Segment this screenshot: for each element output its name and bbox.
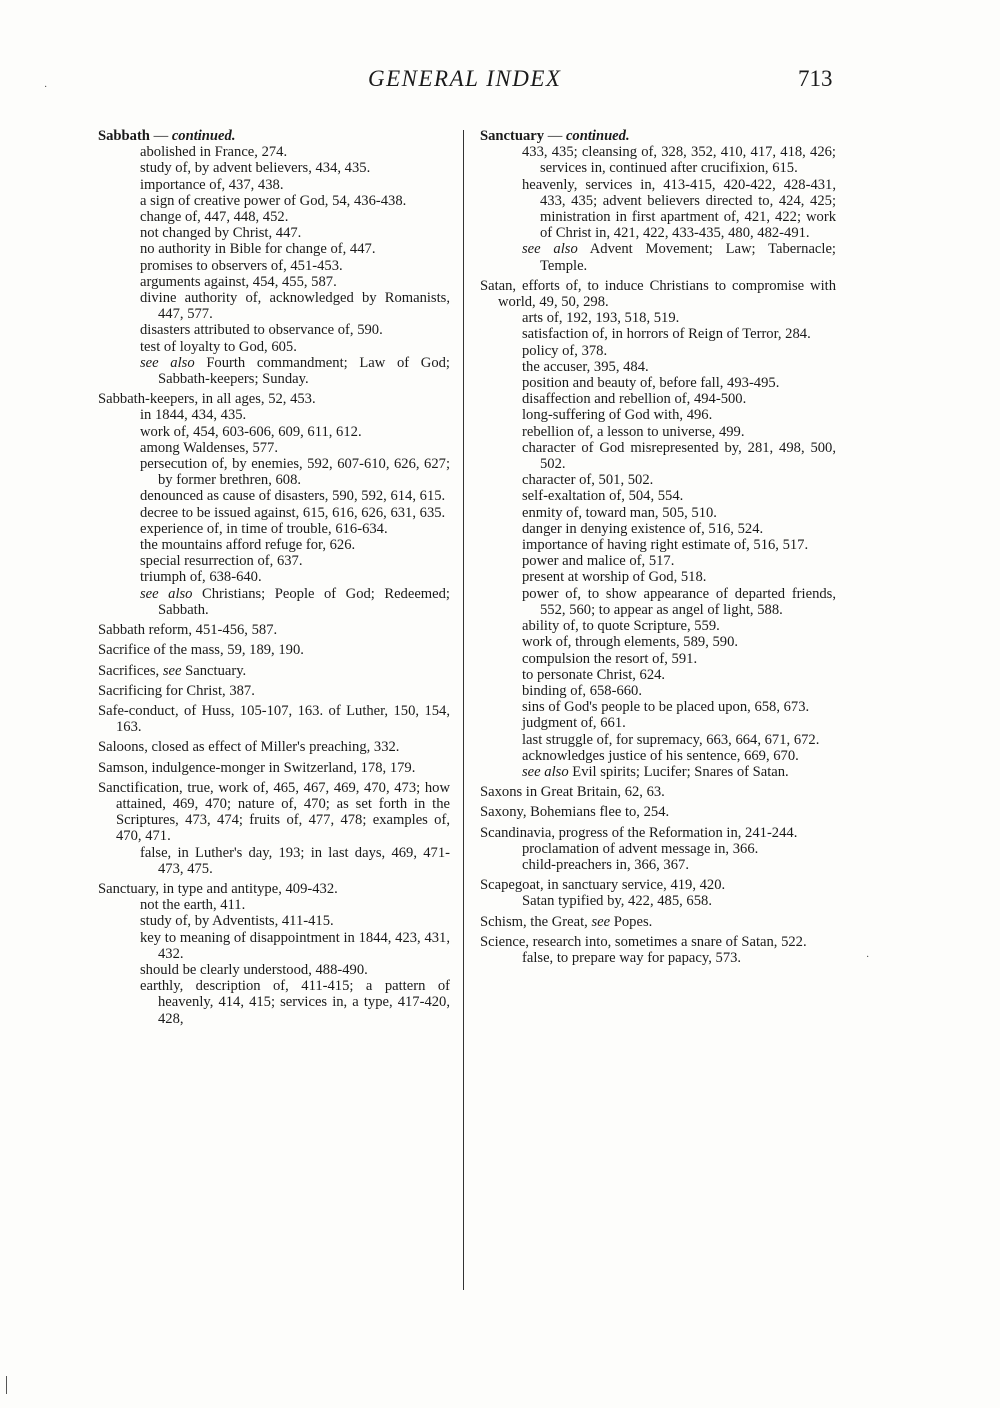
entry-heading: Sabbath — continued. <box>98 128 236 144</box>
see-label: see also <box>140 585 193 602</box>
subentry: compulsion the resort of, 591. <box>522 650 698 667</box>
entry-heading <box>98 683 450 699</box>
entry-continuation: 433, 435; cleansing of, 328, 352, 410, 417, 418, 426; services in, continued after crucifixion, 615. <box>522 144 836 177</box>
see-target: Advent Movement; Law; Tabernacle; Temple. <box>540 241 836 274</box>
index-entry <box>480 825 836 874</box>
margin-speck: · <box>44 82 48 93</box>
index-entry <box>98 128 450 387</box>
subentry: self-exaltation of, 504, 554. <box>522 488 684 505</box>
entry-heading <box>480 825 836 841</box>
entry-heading <box>98 760 450 776</box>
entry-heading <box>98 663 450 679</box>
subentry: character of, 501, 502. <box>522 472 654 489</box>
subentry: study of, by advent believers, 434, 435. <box>140 160 371 177</box>
page-number: 713 <box>798 66 833 91</box>
subentry: last struggle of, for supremacy, 663, 664, 671, 672. <box>522 731 820 748</box>
subentry: present at worship of God, 518. <box>522 569 707 586</box>
subentry: satisfaction of, in horrors of Reign of Terror, 284. <box>522 326 811 343</box>
entry-heading <box>480 877 836 893</box>
index-column-left <box>98 128 450 1031</box>
subentry: arguments against, 454, 455, 587. <box>140 273 337 290</box>
subentry: a sign of creative power of God, 54, 436-438. <box>140 192 407 209</box>
see-also-subentry <box>480 764 836 780</box>
subentry: false, to prepare way for papacy, 573. <box>522 949 742 966</box>
subentry: arts of, 192, 193, 518, 519. <box>522 310 680 327</box>
index-entry <box>98 683 450 699</box>
entry-heading <box>98 642 450 658</box>
see-label: see also <box>140 354 195 371</box>
entry-term: Sanctification, true, work of, 465, 467, 469, 470, 473; how attained, 469, 470; nature of, 470; as set forth in the Scriptures, 473, 474; fruits of, 477, 478; examples of, 470, 471. <box>98 779 450 845</box>
subentry: no authority in Bible for change of, 447. <box>140 241 376 258</box>
entry-term: Scandinavia, progress of the Reformation in, 241-244. <box>480 824 798 841</box>
subentry: among Waldenses, 577. <box>140 439 278 456</box>
subentry: ability of, to quote Scripture, 559. <box>522 618 720 635</box>
subentry: danger in denying existence of, 516, 524. <box>522 520 764 537</box>
subentry: character of God misrepresented by, 281, 498, 500, 502. <box>522 439 836 473</box>
subentry: long-suffering of God with, 496. <box>522 407 713 424</box>
index-entry <box>98 642 450 658</box>
index-entry <box>480 128 836 274</box>
subentry: not changed by Christ, 447. <box>140 225 302 242</box>
entry-heading <box>480 934 836 950</box>
index-entry <box>480 914 836 930</box>
index-column-right <box>480 128 836 970</box>
see-also-subentry <box>98 355 450 387</box>
entry-term: Sanctuary, in type and antitype, 409-432. <box>98 880 338 897</box>
subentry: denounced as cause of disasters, 590, 592, 614, 615. <box>140 488 446 505</box>
entry-heading <box>480 278 836 310</box>
subentry: triumph of, 638-640. <box>140 569 262 586</box>
entry-heading <box>98 391 450 407</box>
subentry: promises to observers of, 451-453. <box>140 257 343 274</box>
index-entry <box>98 739 450 755</box>
entry-term: Saloons, closed as effect of Miller's preaching, 332. <box>98 739 400 756</box>
subentry: false, in Luther's day, 193; in last days, 469, 471-473, 475. <box>140 844 450 877</box>
see-target: Sanctuary. <box>185 662 247 679</box>
subentry: should be clearly understood, 488-490. <box>140 961 368 978</box>
margin-speck: · <box>866 952 870 963</box>
entry-heading <box>480 784 836 800</box>
entry-heading: Sanctuary — continued. <box>480 128 630 144</box>
continued-label: continued. <box>565 128 630 144</box>
see-target: Evil spirits; Lucifer; Snares of Satan. <box>572 763 789 780</box>
entry-term: Saxony, Bohemians flee to, 254. <box>480 804 670 821</box>
entry-term: Sabbath <box>98 128 150 144</box>
see-also-subentry <box>98 586 450 618</box>
see-target: Fourth commandment; Law of God; Sabbath-keepers; Sunday. <box>158 354 450 388</box>
subentry: abolished in France, 274. <box>140 144 288 161</box>
entry-term: Safe-conduct, of Huss, 105-107, 163. of Luther, 150, 154, 163. <box>98 702 450 736</box>
entry-heading <box>98 703 450 735</box>
index-entry <box>98 780 450 877</box>
subentry: disasters attributed to observance of, 590. <box>140 322 383 339</box>
index-entry <box>98 622 450 638</box>
subentry: position and beauty of, before fall, 493-495. <box>522 375 780 392</box>
entry-term: Science, research into, sometimes a snare of Satan, 522. <box>480 933 807 950</box>
see-label: see also <box>522 763 569 780</box>
index-entry <box>480 804 836 820</box>
subentry: importance of having right estimate of, 516, 517. <box>522 537 809 554</box>
subentry: judgment of, 661. <box>522 715 626 732</box>
index-entry <box>98 391 450 618</box>
subentry: heavenly, services in, 413-415, 420-422, 428-431, 433, 435; advent believers directed to, 424, 425; ministration in first apartment of, 421, 422; work of Christ in, 421, 422, 433-435, 480, 482-491. <box>522 176 836 242</box>
subentry: work of, through elements, 589, 590. <box>522 634 739 651</box>
subentry: sins of God's people to be placed upon, 658, 673. <box>522 699 810 716</box>
margin-mark <box>6 1376 7 1394</box>
continued-label: continued. <box>171 128 236 144</box>
subentry: binding of, 658-660. <box>522 682 642 699</box>
index-entry <box>98 881 450 1027</box>
entry-heading <box>480 804 836 820</box>
index-entry <box>480 877 836 909</box>
entry-term: Satan, efforts of, to induce Christians to compromise with world, 49, 50, 298. <box>480 277 836 311</box>
index-entry <box>480 934 836 966</box>
subentry: power of, to show appearance of departed friends, 552, 560; to appear as angel of light, 588. <box>522 585 836 618</box>
entry-term: Saxons in Great Britain, 62, 63. <box>480 784 665 801</box>
entry-term: Sanctuary <box>480 128 545 144</box>
subentry: to personate Christ, 624. <box>522 666 666 683</box>
subentry: study of, by Adventists, 411-415. <box>140 913 334 930</box>
entry-heading <box>98 881 450 897</box>
see-label: see also <box>522 241 578 258</box>
subentry: test of loyalty to God, 605. <box>140 338 297 355</box>
index-entry <box>98 663 450 679</box>
entry-heading <box>98 622 450 638</box>
subentry: proclamation of advent message in, 366. <box>522 840 759 857</box>
subentry: decree to be issued against, 615, 616, 626, 631, 635. <box>140 504 446 521</box>
subentry: special resurrection of, 637. <box>140 553 303 570</box>
subentry: importance of, 437, 438. <box>140 176 284 193</box>
index-entry <box>98 760 450 776</box>
see-also-subentry <box>480 241 836 273</box>
entry-term: Sabbath-keepers, in all ages, 52, 453. <box>98 391 316 408</box>
subentry: the mountains afford refuge for, 626. <box>140 537 356 554</box>
subentry: change of, 447, 448, 452. <box>140 209 289 226</box>
index-entry <box>98 703 450 735</box>
subentry: disaffection and rebellion of, 494-500. <box>522 391 747 408</box>
entry-term: Sacrifices, <box>98 662 160 679</box>
entry-heading <box>480 914 836 930</box>
subentry: power and malice of, 517. <box>522 553 675 570</box>
entry-heading <box>98 739 450 755</box>
subentry: rebellion of, a lesson to universe, 499. <box>522 423 745 440</box>
entry-term: Scapegoat, in sanctuary service, 419, 420. <box>480 877 726 894</box>
entry-term: Schism, the Great, <box>480 913 588 930</box>
subentry: not the earth, 411. <box>140 897 246 914</box>
see-label: see <box>162 662 182 679</box>
subentry: earthly, description of, 411-415; a pattern of heavenly, 414, 415; services in, a type, 417-420, 428, <box>140 978 450 1027</box>
subentry: experience of, in time of trouble, 616-634. <box>140 520 388 537</box>
entry-term: Samson, indulgence-monger in Switzerland, 178, 179. <box>98 759 416 776</box>
subentry: child-preachers in, 366, 367. <box>522 856 689 873</box>
subentry: in 1844, 434, 435. <box>140 407 247 424</box>
entry-term: Sabbath reform, 451-456, 587. <box>98 622 278 639</box>
subentry: persecution of, by enemies, 592, 607-610, 626, 627; by former brethren, 608. <box>140 456 450 489</box>
subentry: work of, 454, 603-606, 609, 611, 612. <box>140 423 362 440</box>
see-label: see <box>591 913 611 930</box>
page-header <box>0 66 1000 106</box>
column-divider <box>463 130 464 1290</box>
subentry: enmity of, toward man, 505, 510. <box>522 504 717 521</box>
entry-heading <box>98 780 450 845</box>
subentry: key to meaning of disappointment in 1844, 423, 431, 432. <box>140 929 450 962</box>
subentry: policy of, 378. <box>522 342 608 359</box>
entry-term: Sacrifice of the mass, 59, 189, 190. <box>98 642 304 659</box>
see-target: Christians; People of God; Redeemed; Sabbath. <box>158 585 450 618</box>
subentry: the accuser, 395, 484. <box>522 358 649 375</box>
subentry: Satan typified by, 422, 485, 658. <box>522 893 712 910</box>
entry-term: Sacrificing for Christ, 387. <box>98 682 255 699</box>
subentry: acknowledges justice of his sentence, 669, 670. <box>522 747 799 764</box>
see-target: Popes. <box>613 913 653 930</box>
running-head: GENERAL INDEX <box>368 66 562 91</box>
subentry: divine authority of, acknowledged by Romanists, 447, 577. <box>140 290 450 323</box>
index-entry <box>480 278 836 780</box>
index-entry <box>480 784 836 800</box>
